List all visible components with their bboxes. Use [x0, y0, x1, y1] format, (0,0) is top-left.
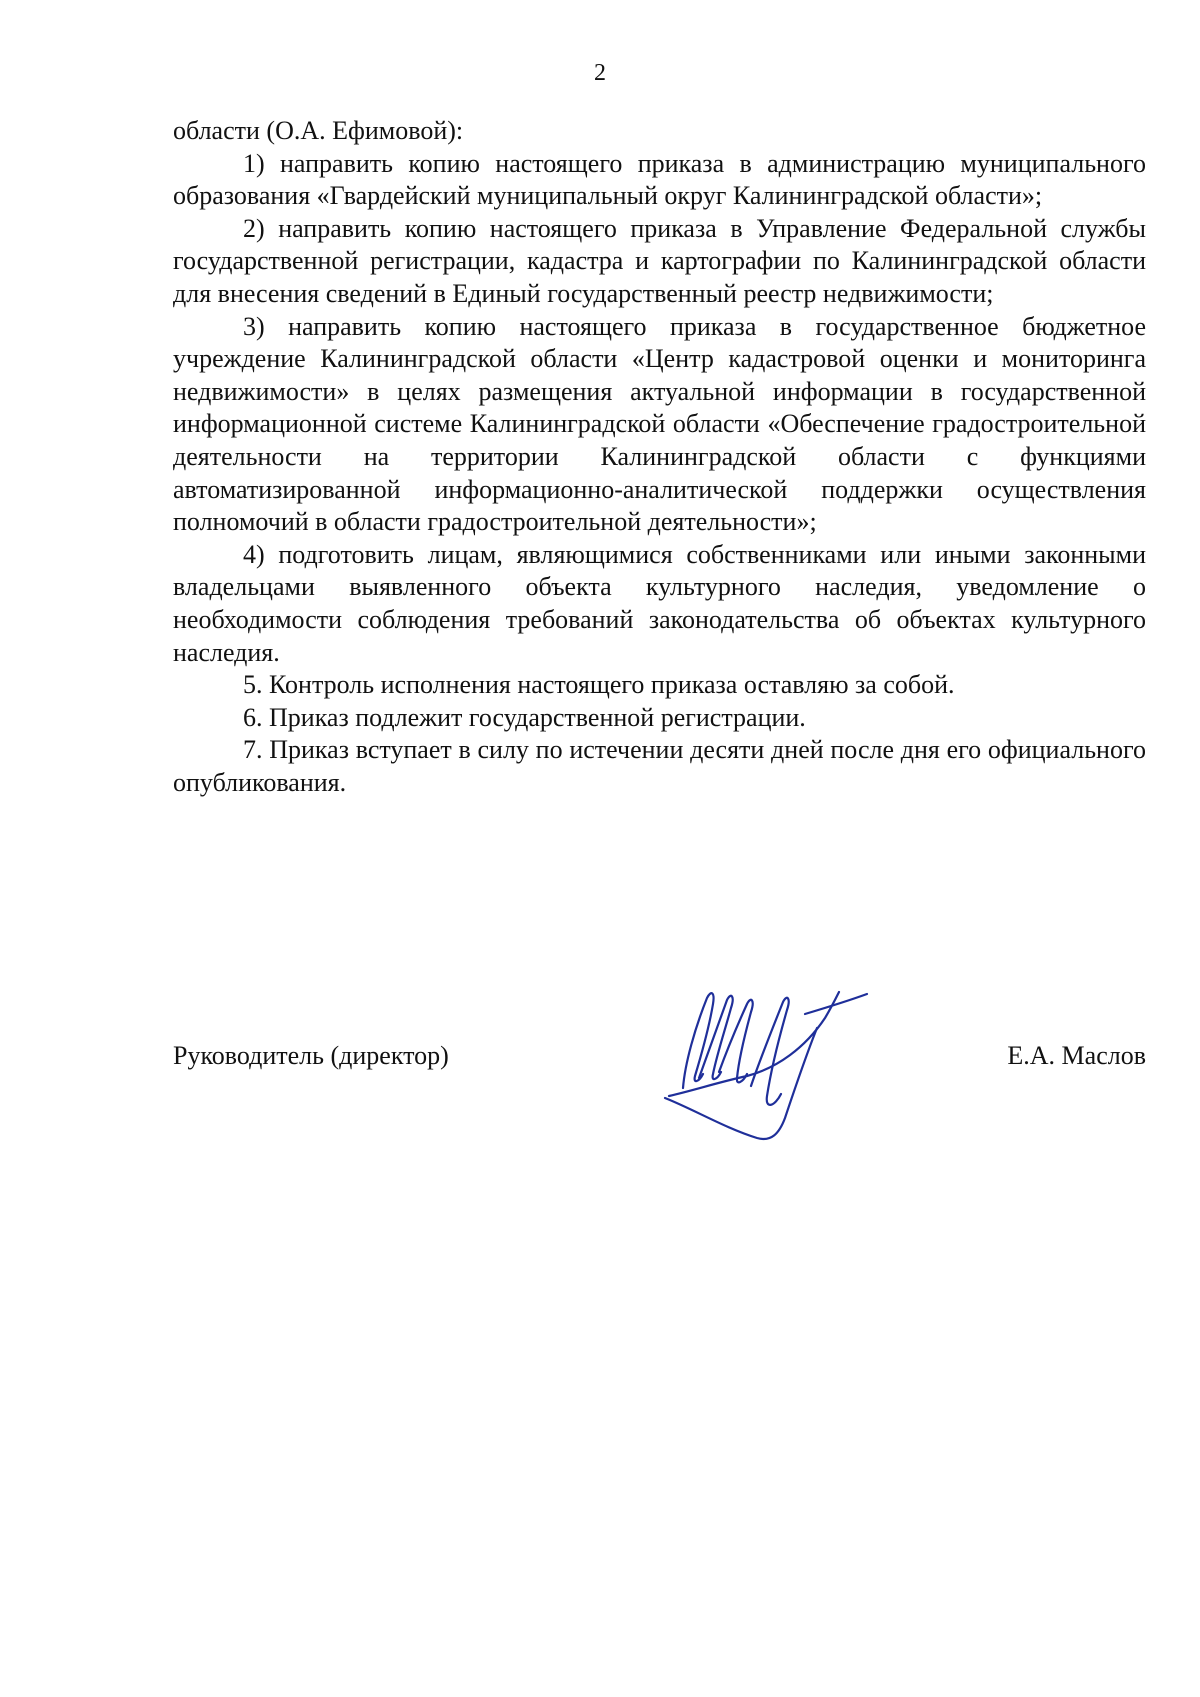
signatory-position: Руководитель (директор) [173, 1041, 449, 1070]
paragraph-continuation: области (О.А. Ефимовой): [173, 116, 464, 145]
paragraph-item-4: 4) подготовить лицам, являющимися собственниками или иными законными владельцами выявленного объекта культурного наследия, уведомление о необходимости соблюдения требований законодательства об объектах культурного наследия. [173, 539, 1146, 667]
paragraph-clause-5: 5. Контроль исполнения настоящего приказа оставляю за собой. [243, 670, 955, 700]
paragraph-item-3: 3) направить копию настоящего приказа в государственное бюджетное учреждение Калининградской области «Центр кадастровой оценки и мониторинга недвижимости» в целях размещения актуальной информации в государственной информационной системе Калининградской области «Обеспечение градостроительной деятельности на территории Калининградской области с функциями автоматизированной информационно-аналитической поддержки осуществления полномочий в области градостроительной деятельности»; [173, 311, 1146, 537]
signature-stroke [719, 1000, 753, 1083]
signature-stroke [665, 1028, 817, 1139]
paragraph-clause-6: 6. Приказ подлежит государственной регистрации. [243, 702, 806, 732]
paragraph-item-2: 2) направить копию настоящего приказа в Управление Федеральной службы государственной регистрации, кадастра и картографии по Калининградской области для внесения сведений в Единый государственный реестр недвижимости; [173, 213, 1146, 308]
signatory-name: Е.А. Маслов [1007, 1041, 1146, 1070]
paragraph-item-1: 1) направить копию настоящего приказа в администрацию муниципального образования «Гвардейский муниципальный округ Калининградской области»; [173, 148, 1146, 211]
document-body [173, 115, 1146, 799]
page-number: 2 [594, 60, 606, 86]
handwritten-signature [655, 978, 875, 1148]
paragraph-clause-7: 7. Приказ вступает в силу по истечении десяти дней после дня его официального опубликования. [173, 735, 1146, 797]
signature-stroke [751, 998, 789, 1105]
signature-stroke [683, 993, 714, 1088]
